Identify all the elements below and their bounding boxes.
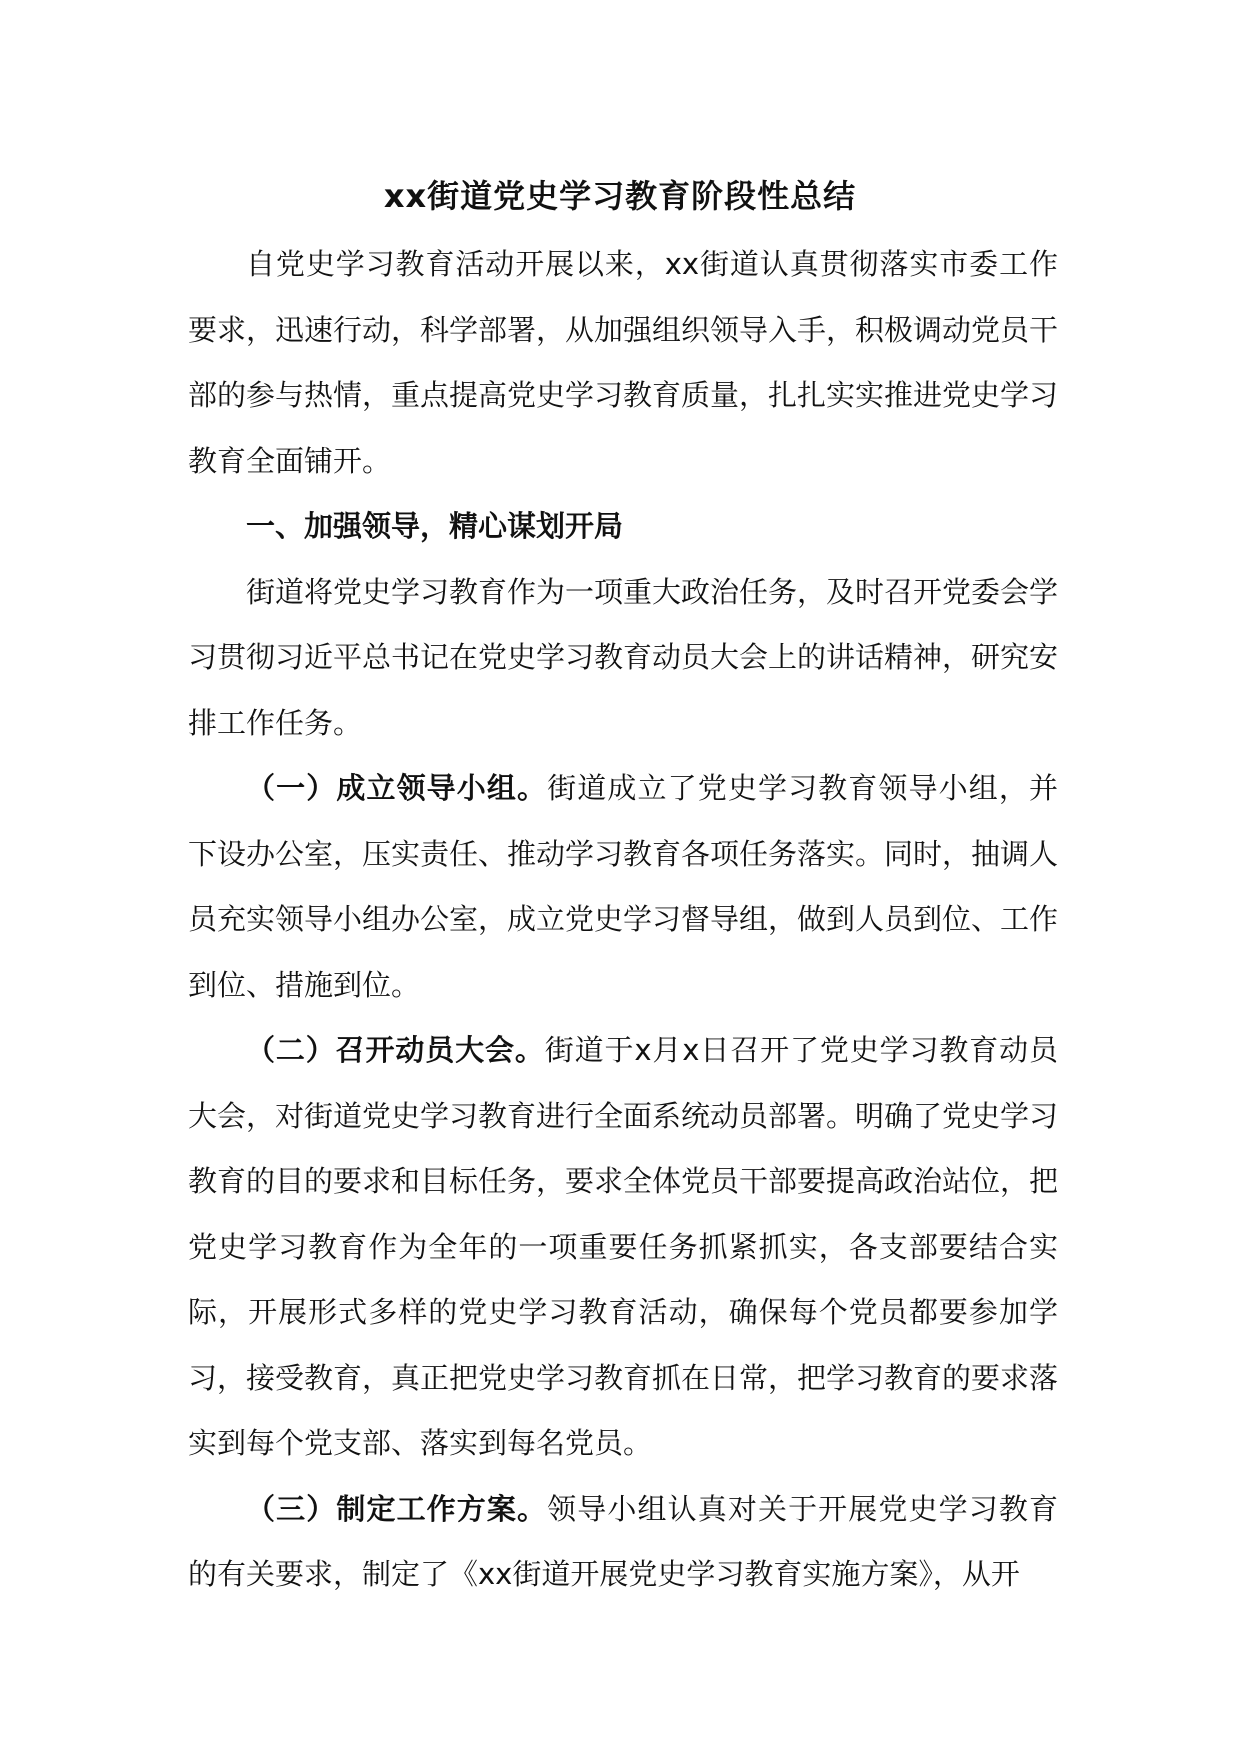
item-2-text: 街道于x月x日召开了党史学习教育动员大会，对街道党史学习教育进行全面系统动员部署。明确了党史学习教育的目的要求和目标任务，要求全体党员干部要提高政治站位，把党史学习教育作为全年的一项重要任务抓紧抓实，各支部要结合实际，开展形式多样的党史学习教育活动，确保每个党员都要参加学习，接受教育，真正把党史学习教育抓在日常，把学习教育的要求落实到每个党支部、落实到每名党员。 xyxy=(188,1033,1059,1460)
item-1-paragraph xyxy=(188,756,1058,1018)
item-1-lead: （一）成立领导小组。 xyxy=(246,771,548,805)
item-2-paragraph xyxy=(188,1018,1058,1477)
document-body xyxy=(188,232,1058,1608)
item-1-text: 街道成立了党史学习教育领导小组，并下设办公室，压实责任、推动学习教育各项任务落实。同时，抽调人员充实领导小组办公室，成立党史学习督导组，做到人员到位、工作到位、措施到位。 xyxy=(188,771,1059,1002)
item-3-paragraph xyxy=(188,1477,1058,1608)
section-heading-1: 一、加强领导，精心谋划开局 xyxy=(246,509,624,543)
intro-paragraph: 自党史学习教育活动开展以来，xx街道认真贯彻落实市委工作要求，迅速行动，科学部署，从加强组织领导入手，积极调动党员干部的参与热情，重点提高党史学习教育质量，扎扎实实推进党史学习教育全面铺开。 xyxy=(188,247,1059,478)
document-title: xx街道党史学习教育阶段性总结 xyxy=(383,177,857,215)
section-1-paragraph: 街道将党史学习教育作为一项重大政治任务，及时召开党委会学习贯彻习近平总书记在党史学习教育动员大会上的讲话精神，研究安排工作任务。 xyxy=(188,574,1059,740)
item-3-text: 领导小组认真对关于开展党史学习教育的有关要求，制定了《xx街道开展党史学习教育实施方案》，从开 xyxy=(188,1491,1058,1591)
item-2-lead: （二）召开动员大会。 xyxy=(246,1033,545,1067)
item-3-lead: （三）制定工作方案。 xyxy=(246,1491,548,1526)
